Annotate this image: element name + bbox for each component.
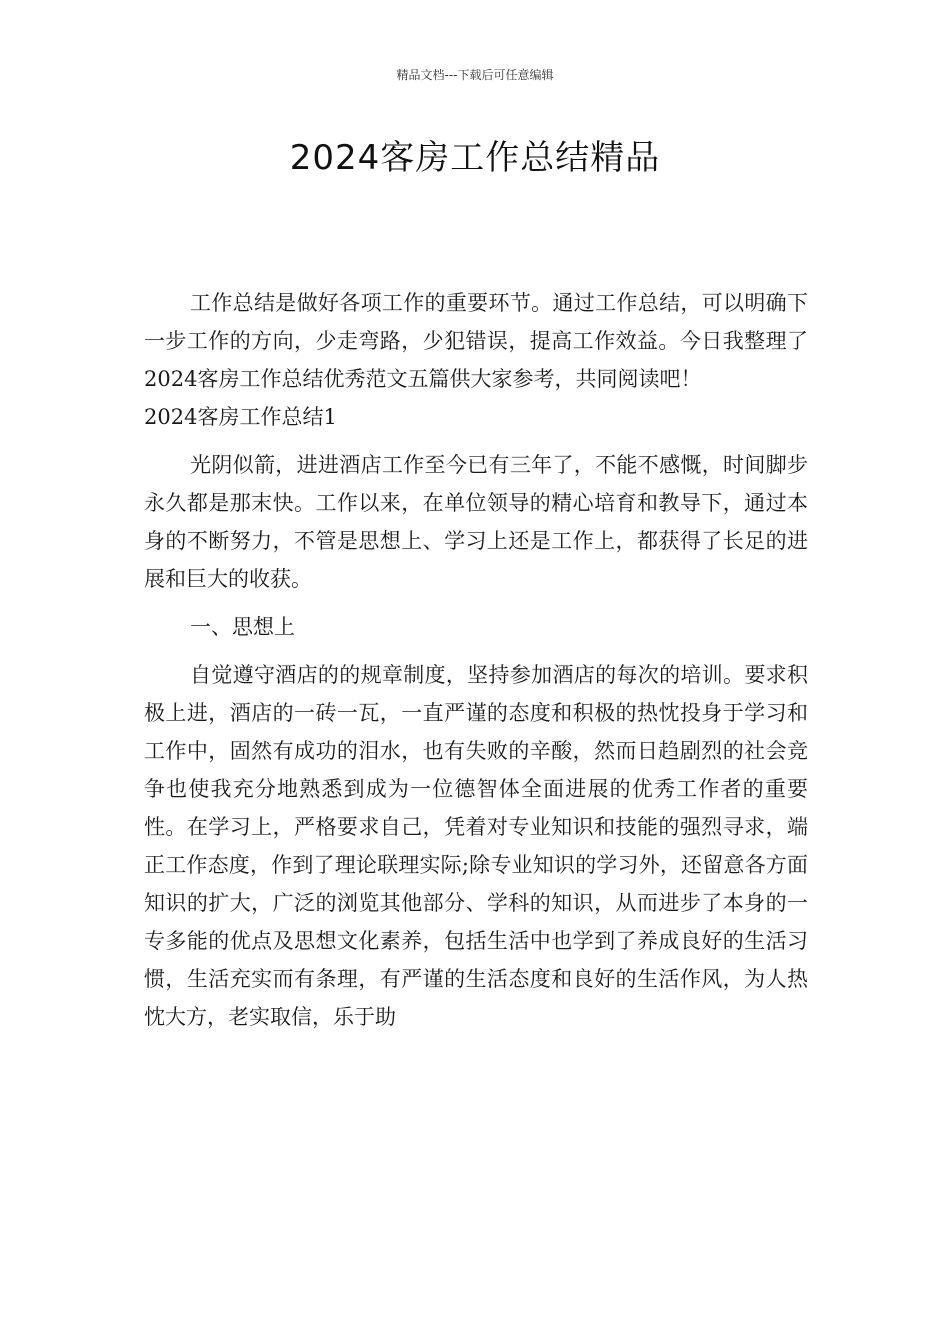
body-paragraph: 自觉遵守酒店的的规章制度，坚持参加酒店的每次的培训。要求积极上进，酒店的一砖一瓦，一直严谨的态度和积极的热忱投身于学习和工作中，固然有成功的泪水，也有失败的辛酸，然而日趋剧烈的社会竞争也使我充分地熟悉到成为一位德智体全面进展的优秀工作者的重要性。在学习上，严格要求自己，凭着对专业知识和技能的强烈寻求，端正工作态度，作到了理论联理实际;除专业知识的学习外，还留意各方面知识的扩大，广泛的浏览其他部分、学科的知识，从而进步了本身的一专多能的优点及思想文化素养，包括生活中也学到了养成良好的生活习惯，生活充实而有条理，有严谨的生活态度和良好的生活作风，为人热忱大方，老实取信，乐于助 [144,663,808,1029]
section-heading: 2024客房工作总结1 [144,405,337,429]
header-note: 精品文档---下载后可任意编辑 [396,68,554,82]
document-body [144,284,808,1036]
subsection-heading: 一、思想上 [190,615,295,639]
intro-paragraph: 工作总结是做好各项工作的重要环节。通过工作总结，可以明确下一步工作的方向，少走弯路，少犯错误，提高工作效益。今日我整理了2024客房工作总结优秀范文五篇供大家参考，共同阅读吧！ [144,291,808,391]
document-title: 2024客房工作总结精品 [289,138,661,178]
body-paragraph: 光阴似箭，进进酒店工作至今已有三年了，不能不感慨，时间脚步永久都是那末快。工作以来，在单位领导的精心培育和教导下，通过本身的不断努力，不管是思想上、学习上还是工作上，都获得了长足的进展和巨大的收获。 [144,453,808,591]
